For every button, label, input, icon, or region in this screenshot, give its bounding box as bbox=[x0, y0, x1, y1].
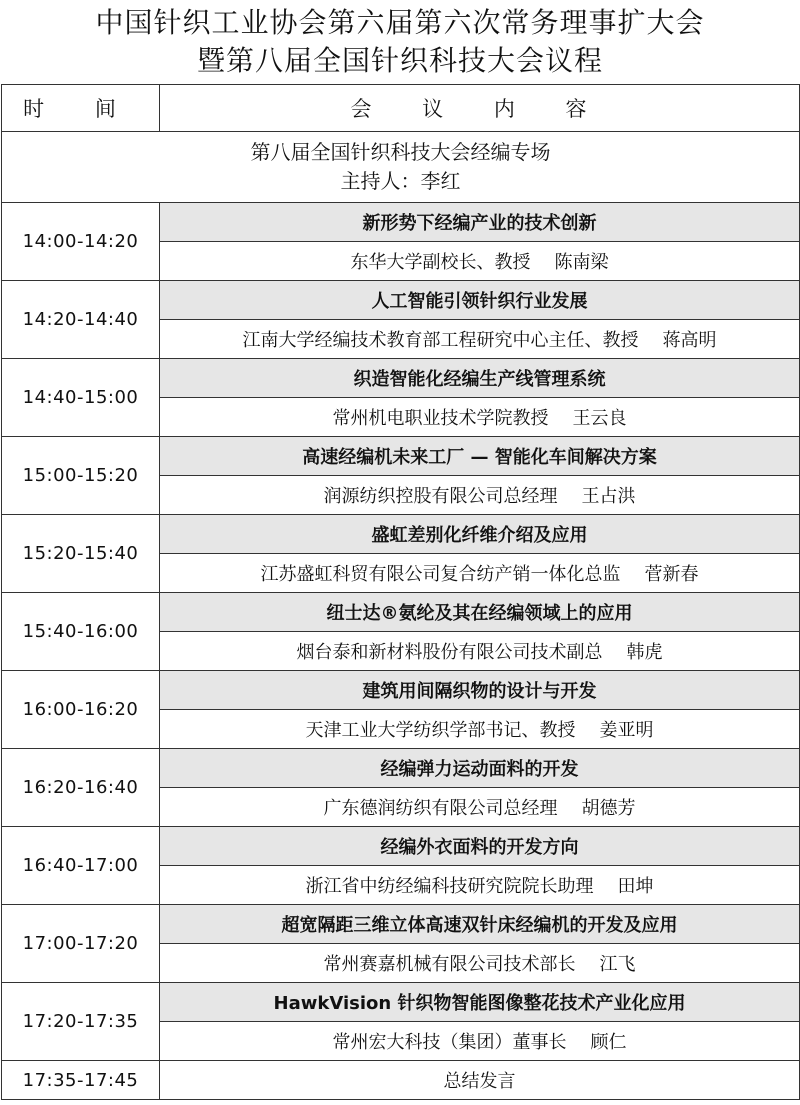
agenda-item-title: 盛虹差别化纤维介绍及应用 bbox=[160, 515, 800, 554]
speaker-name: 姜亚明 bbox=[599, 720, 654, 741]
closing-time: 17:35-17:45 bbox=[2, 1061, 160, 1100]
agenda-item-speaker-cell bbox=[160, 788, 800, 827]
agenda-item-time: 15:40-16:00 bbox=[2, 593, 160, 671]
agenda-item-time: 14:40-15:00 bbox=[2, 359, 160, 437]
agenda-item-topic-row bbox=[2, 593, 800, 632]
speaker-name: 韩虎 bbox=[626, 642, 663, 663]
page-title-line2: 暨第八届全国针织科技大会议程 bbox=[196, 44, 603, 77]
speaker-name: 王云良 bbox=[572, 408, 627, 429]
agenda-item-title: 建筑用间隔织物的设计与开发 bbox=[160, 671, 800, 710]
cropped-footnote bbox=[0, 1096, 800, 1105]
session-row bbox=[2, 132, 800, 203]
agenda-item-title: 经编外衣面料的开发方向 bbox=[160, 827, 800, 866]
agenda-item-speaker-cell bbox=[160, 1022, 800, 1061]
speaker-affiliation: 广东德润纺织有限公司总经理 bbox=[323, 798, 558, 819]
agenda-item-title: HawkVision 针织物智能图像整花技术产业化应用 bbox=[160, 983, 800, 1022]
agenda-item-speaker-cell bbox=[160, 866, 800, 905]
agenda-item-speaker-cell bbox=[160, 242, 800, 281]
agenda-item-topic-row bbox=[2, 437, 800, 476]
agenda-item-title: 高速经编机未来工厂 — 智能化车间解决方案 bbox=[160, 437, 800, 476]
agenda-item-speaker-cell bbox=[160, 944, 800, 983]
speaker-name: 田坤 bbox=[617, 876, 654, 897]
agenda-item-speaker-cell bbox=[160, 476, 800, 515]
agenda-item-speaker-cell bbox=[160, 710, 800, 749]
agenda-item-time: 17:00-17:20 bbox=[2, 905, 160, 983]
agenda-table bbox=[1, 84, 800, 1100]
agenda-item-time: 15:20-15:40 bbox=[2, 515, 160, 593]
agenda-item-topic-row bbox=[2, 983, 800, 1022]
speaker-affiliation: 天津工业大学纺织学部书记、教授 bbox=[305, 720, 576, 741]
agenda-item-title: 人工智能引领针织行业发展 bbox=[160, 281, 800, 320]
speaker-affiliation: 浙江省中纺经编科技研究院院长助理 bbox=[305, 876, 594, 897]
table-header-row bbox=[2, 85, 800, 132]
speaker-name: 王占洪 bbox=[581, 486, 636, 507]
column-header-time: 时 间 bbox=[2, 85, 160, 132]
agenda-item-topic-row bbox=[2, 749, 800, 788]
column-header-content: 会 议 内 容 bbox=[160, 85, 800, 132]
agenda-item-time: 16:20-16:40 bbox=[2, 749, 160, 827]
agenda-item-topic-row bbox=[2, 827, 800, 866]
page-title-line1: 中国针织工业协会第六届第六次常务理事扩大会 bbox=[95, 6, 705, 39]
agenda-item-time: 15:00-15:20 bbox=[2, 437, 160, 515]
agenda-item-time: 16:40-17:00 bbox=[2, 827, 160, 905]
agenda-item-title: 纽士达®氨纶及其在经编领域上的应用 bbox=[160, 593, 800, 632]
closing-content: 总结发言 bbox=[160, 1061, 800, 1100]
agenda-item-topic-row bbox=[2, 515, 800, 554]
closing-row bbox=[2, 1061, 800, 1100]
speaker-name: 蒋高明 bbox=[662, 330, 717, 351]
session-host: 主持人：李红 bbox=[340, 169, 461, 193]
agenda-item-topic-row bbox=[2, 359, 800, 398]
agenda-item-title: 经编弹力运动面料的开发 bbox=[160, 749, 800, 788]
speaker-affiliation: 常州赛嘉机械有限公司技术部长 bbox=[323, 954, 576, 975]
agenda-item-time: 16:00-16:20 bbox=[2, 671, 160, 749]
speaker-name: 陈南梁 bbox=[554, 252, 609, 273]
session-title: 第八届全国针织科技大会经编专场 bbox=[250, 140, 551, 164]
agenda-item-time: 17:20-17:35 bbox=[2, 983, 160, 1061]
agenda-item-time: 14:00-14:20 bbox=[2, 203, 160, 281]
agenda-item-topic-row bbox=[2, 203, 800, 242]
agenda-item-topic-row bbox=[2, 905, 800, 944]
agenda-item-topic-row bbox=[2, 281, 800, 320]
speaker-affiliation: 常州宏大科技（集团）董事长 bbox=[332, 1032, 567, 1053]
agenda-item-time: 14:20-14:40 bbox=[2, 281, 160, 359]
speaker-affiliation: 江南大学经编技术教育部工程研究中心主任、教授 bbox=[242, 330, 639, 351]
agenda-item-title: 新形势下经编产业的技术创新 bbox=[160, 203, 800, 242]
agenda-item-speaker-cell bbox=[160, 320, 800, 359]
agenda-item-topic-row bbox=[2, 671, 800, 710]
speaker-name: 菅新春 bbox=[644, 564, 699, 585]
agenda-item-speaker-cell bbox=[160, 554, 800, 593]
speaker-affiliation: 烟台泰和新材料股份有限公司技术副总 bbox=[296, 642, 603, 663]
agenda-item-title: 织造智能化经编生产线管理系统 bbox=[160, 359, 800, 398]
speaker-name: 顾仁 bbox=[590, 1032, 627, 1053]
speaker-name: 胡德芳 bbox=[581, 798, 636, 819]
speaker-affiliation: 常州机电职业技术学院教授 bbox=[332, 408, 549, 429]
speaker-name: 江飞 bbox=[599, 954, 636, 975]
session-cell bbox=[2, 132, 800, 203]
speaker-affiliation: 东华大学副校长、教授 bbox=[350, 252, 531, 273]
speaker-affiliation: 润源纺织控股有限公司总经理 bbox=[323, 486, 558, 507]
agenda-item-title: 超宽隔距三维立体高速双针床经编机的开发及应用 bbox=[160, 905, 800, 944]
speaker-affiliation: 江苏盛虹科贸有限公司复合纺产销一体化总监 bbox=[260, 564, 621, 585]
agenda-item-speaker-cell bbox=[160, 632, 800, 671]
agenda-item-speaker-cell bbox=[160, 398, 800, 437]
